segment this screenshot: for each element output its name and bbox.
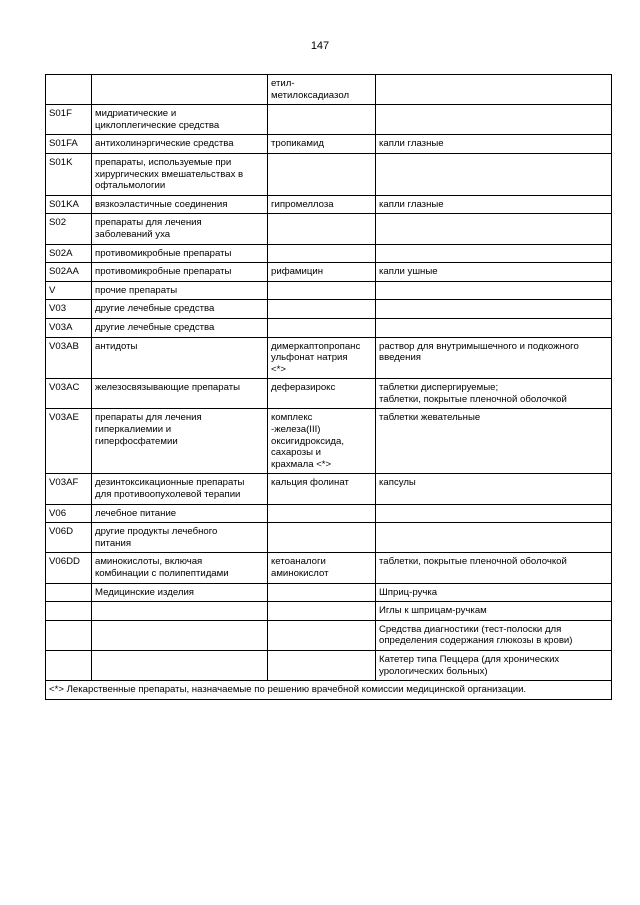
atc-code-cell: S01F [46, 105, 92, 135]
table-row [46, 409, 612, 474]
dosage-form-cell: капсулы [376, 474, 612, 504]
pharmacological-group-cell: противомикробные препараты [92, 244, 268, 263]
dosage-form-cell: Иглы к шприцам-ручкам [376, 602, 612, 621]
pharmacological-group-cell [92, 602, 268, 621]
drug-name-cell [268, 504, 376, 523]
atc-code-cell [46, 650, 92, 680]
drug-name-cell [268, 214, 376, 244]
table-row [46, 153, 612, 195]
pharmacological-group-cell: мидриатические и циклоплегические средства [92, 105, 268, 135]
drug-name-cell: тропикамид [268, 135, 376, 154]
dosage-form-cell [376, 318, 612, 337]
atc-code-cell: V06D [46, 523, 92, 553]
dosage-form-cell: капли ушные [376, 263, 612, 282]
pharmacological-group-cell: другие лечебные средства [92, 300, 268, 319]
atc-code-cell: S01K [46, 153, 92, 195]
atc-code-cell: V03 [46, 300, 92, 319]
drug-name-cell [268, 244, 376, 263]
pharmacological-group-cell: аминокислоты, включая комбинации с полипептидами [92, 553, 268, 583]
drug-name-cell [268, 523, 376, 553]
dosage-form-cell: таблетки, покрытые пленочной оболочкой [376, 553, 612, 583]
table-row [46, 318, 612, 337]
pharmacological-group-cell: противомикробные препараты [92, 263, 268, 282]
dosage-form-cell: Средства диагностики (тест-полоски для определения содержания глюкозы в крови) [376, 620, 612, 650]
atc-code-cell [46, 602, 92, 621]
table-body [46, 75, 612, 681]
pharmacological-group-cell: антихолинэргические средства [92, 135, 268, 154]
table-row [46, 474, 612, 504]
pharmacological-group-cell: антидоты [92, 337, 268, 379]
pharmacological-group-cell: препараты, используемые при хирургических вмешательствах в офтальмологии [92, 153, 268, 195]
dosage-form-cell [376, 504, 612, 523]
dosage-form-cell: Шприц-ручка [376, 583, 612, 602]
dosage-form-cell [376, 214, 612, 244]
pharmacological-group-cell: вязкоэластичные соединения [92, 195, 268, 214]
atc-code-cell: S02 [46, 214, 92, 244]
atc-code-cell: V06DD [46, 553, 92, 583]
drug-name-cell: комплекс -железа(III) оксигидроксида, сахарозы и крахмала <*> [268, 409, 376, 474]
pharmacological-group-cell: препараты для лечения заболеваний уха [92, 214, 268, 244]
table-row [46, 195, 612, 214]
drug-name-cell: кальция фолинат [268, 474, 376, 504]
drug-name-cell: етил- метилоксадиазол [268, 75, 376, 105]
table-row [46, 553, 612, 583]
dosage-form-cell: таблетки диспергируемые; таблетки, покрытые пленочной оболочкой [376, 379, 612, 409]
drug-name-cell [268, 650, 376, 680]
drug-name-cell: димеркаптопропанс ульфонат натрия <*> [268, 337, 376, 379]
drug-name-cell [268, 300, 376, 319]
table-row [46, 504, 612, 523]
table-row [46, 620, 612, 650]
dosage-form-cell: таблетки жевательные [376, 409, 612, 474]
pharmacological-group-cell: другие лечебные средства [92, 318, 268, 337]
dosage-form-cell: капли глазные [376, 195, 612, 214]
pharmacological-group-cell: лечебное питание [92, 504, 268, 523]
drug-name-cell [268, 318, 376, 337]
dosage-form-cell [376, 75, 612, 105]
table-row [46, 135, 612, 154]
drug-name-cell: гипромеллоза [268, 195, 376, 214]
table-row [46, 523, 612, 553]
table-row [46, 75, 612, 105]
table-row [46, 105, 612, 135]
dosage-form-cell: Катетер типа Пеццера (для хронических урологических больных) [376, 650, 612, 680]
pharmacological-group-cell: Медицинские изделия [92, 583, 268, 602]
atc-code-cell [46, 620, 92, 650]
atc-code-cell: S02A [46, 244, 92, 263]
footnote-text: <*> Лекарственные препараты, назначаемые по решению врачебной комиссии медицинской организации. [46, 681, 612, 700]
dosage-form-cell [376, 153, 612, 195]
drug-name-cell [268, 153, 376, 195]
table-row [46, 602, 612, 621]
pharmacological-group-cell: препараты для лечения гиперкалиемии и гиперфосфатемии [92, 409, 268, 474]
table-row [46, 214, 612, 244]
dosage-form-cell [376, 244, 612, 263]
drug-list-table [45, 74, 612, 700]
dosage-form-cell [376, 523, 612, 553]
page-number: 147 [310, 40, 330, 52]
dosage-form-cell [376, 281, 612, 300]
pharmacological-group-cell [92, 620, 268, 650]
atc-code-cell [46, 75, 92, 105]
drug-name-cell: кетоаналоги аминокислот [268, 553, 376, 583]
drug-name-cell: деферазирокс [268, 379, 376, 409]
dosage-form-cell: раствор для внутримышечного и подкожного введения [376, 337, 612, 379]
atc-code-cell: V06 [46, 504, 92, 523]
atc-code-cell: S01FA [46, 135, 92, 154]
table-row [46, 300, 612, 319]
atc-code-cell: S01KA [46, 195, 92, 214]
drug-name-cell [268, 620, 376, 650]
drug-name-cell [268, 281, 376, 300]
atc-code-cell: V03AB [46, 337, 92, 379]
pharmacological-group-cell: прочие препараты [92, 281, 268, 300]
table-row [46, 263, 612, 282]
table-row [46, 650, 612, 680]
atc-code-cell: V [46, 281, 92, 300]
table-row [46, 583, 612, 602]
atc-code-cell [46, 583, 92, 602]
pharmacological-group-cell: дезинтоксикационные препараты для противоопухолевой терапии [92, 474, 268, 504]
pharmacological-group-cell [92, 650, 268, 680]
dosage-form-cell: капли глазные [376, 135, 612, 154]
drug-name-cell [268, 583, 376, 602]
atc-code-cell: V03AE [46, 409, 92, 474]
atc-code-cell: S02AA [46, 263, 92, 282]
table-row [46, 379, 612, 409]
table-row [46, 281, 612, 300]
pharmacological-group-cell: железосвязывающие препараты [92, 379, 268, 409]
table-row [46, 337, 612, 379]
dosage-form-cell [376, 300, 612, 319]
atc-code-cell: V03AF [46, 474, 92, 504]
pharmacological-group-cell: другие продукты лечебного питания [92, 523, 268, 553]
table-row [46, 244, 612, 263]
dosage-form-cell [376, 105, 612, 135]
footnote-row [46, 681, 612, 700]
pharmacological-group-cell [92, 75, 268, 105]
drug-name-cell [268, 602, 376, 621]
drug-name-cell [268, 105, 376, 135]
atc-code-cell: V03A [46, 318, 92, 337]
drug-name-cell: рифамицин [268, 263, 376, 282]
atc-code-cell: V03AC [46, 379, 92, 409]
